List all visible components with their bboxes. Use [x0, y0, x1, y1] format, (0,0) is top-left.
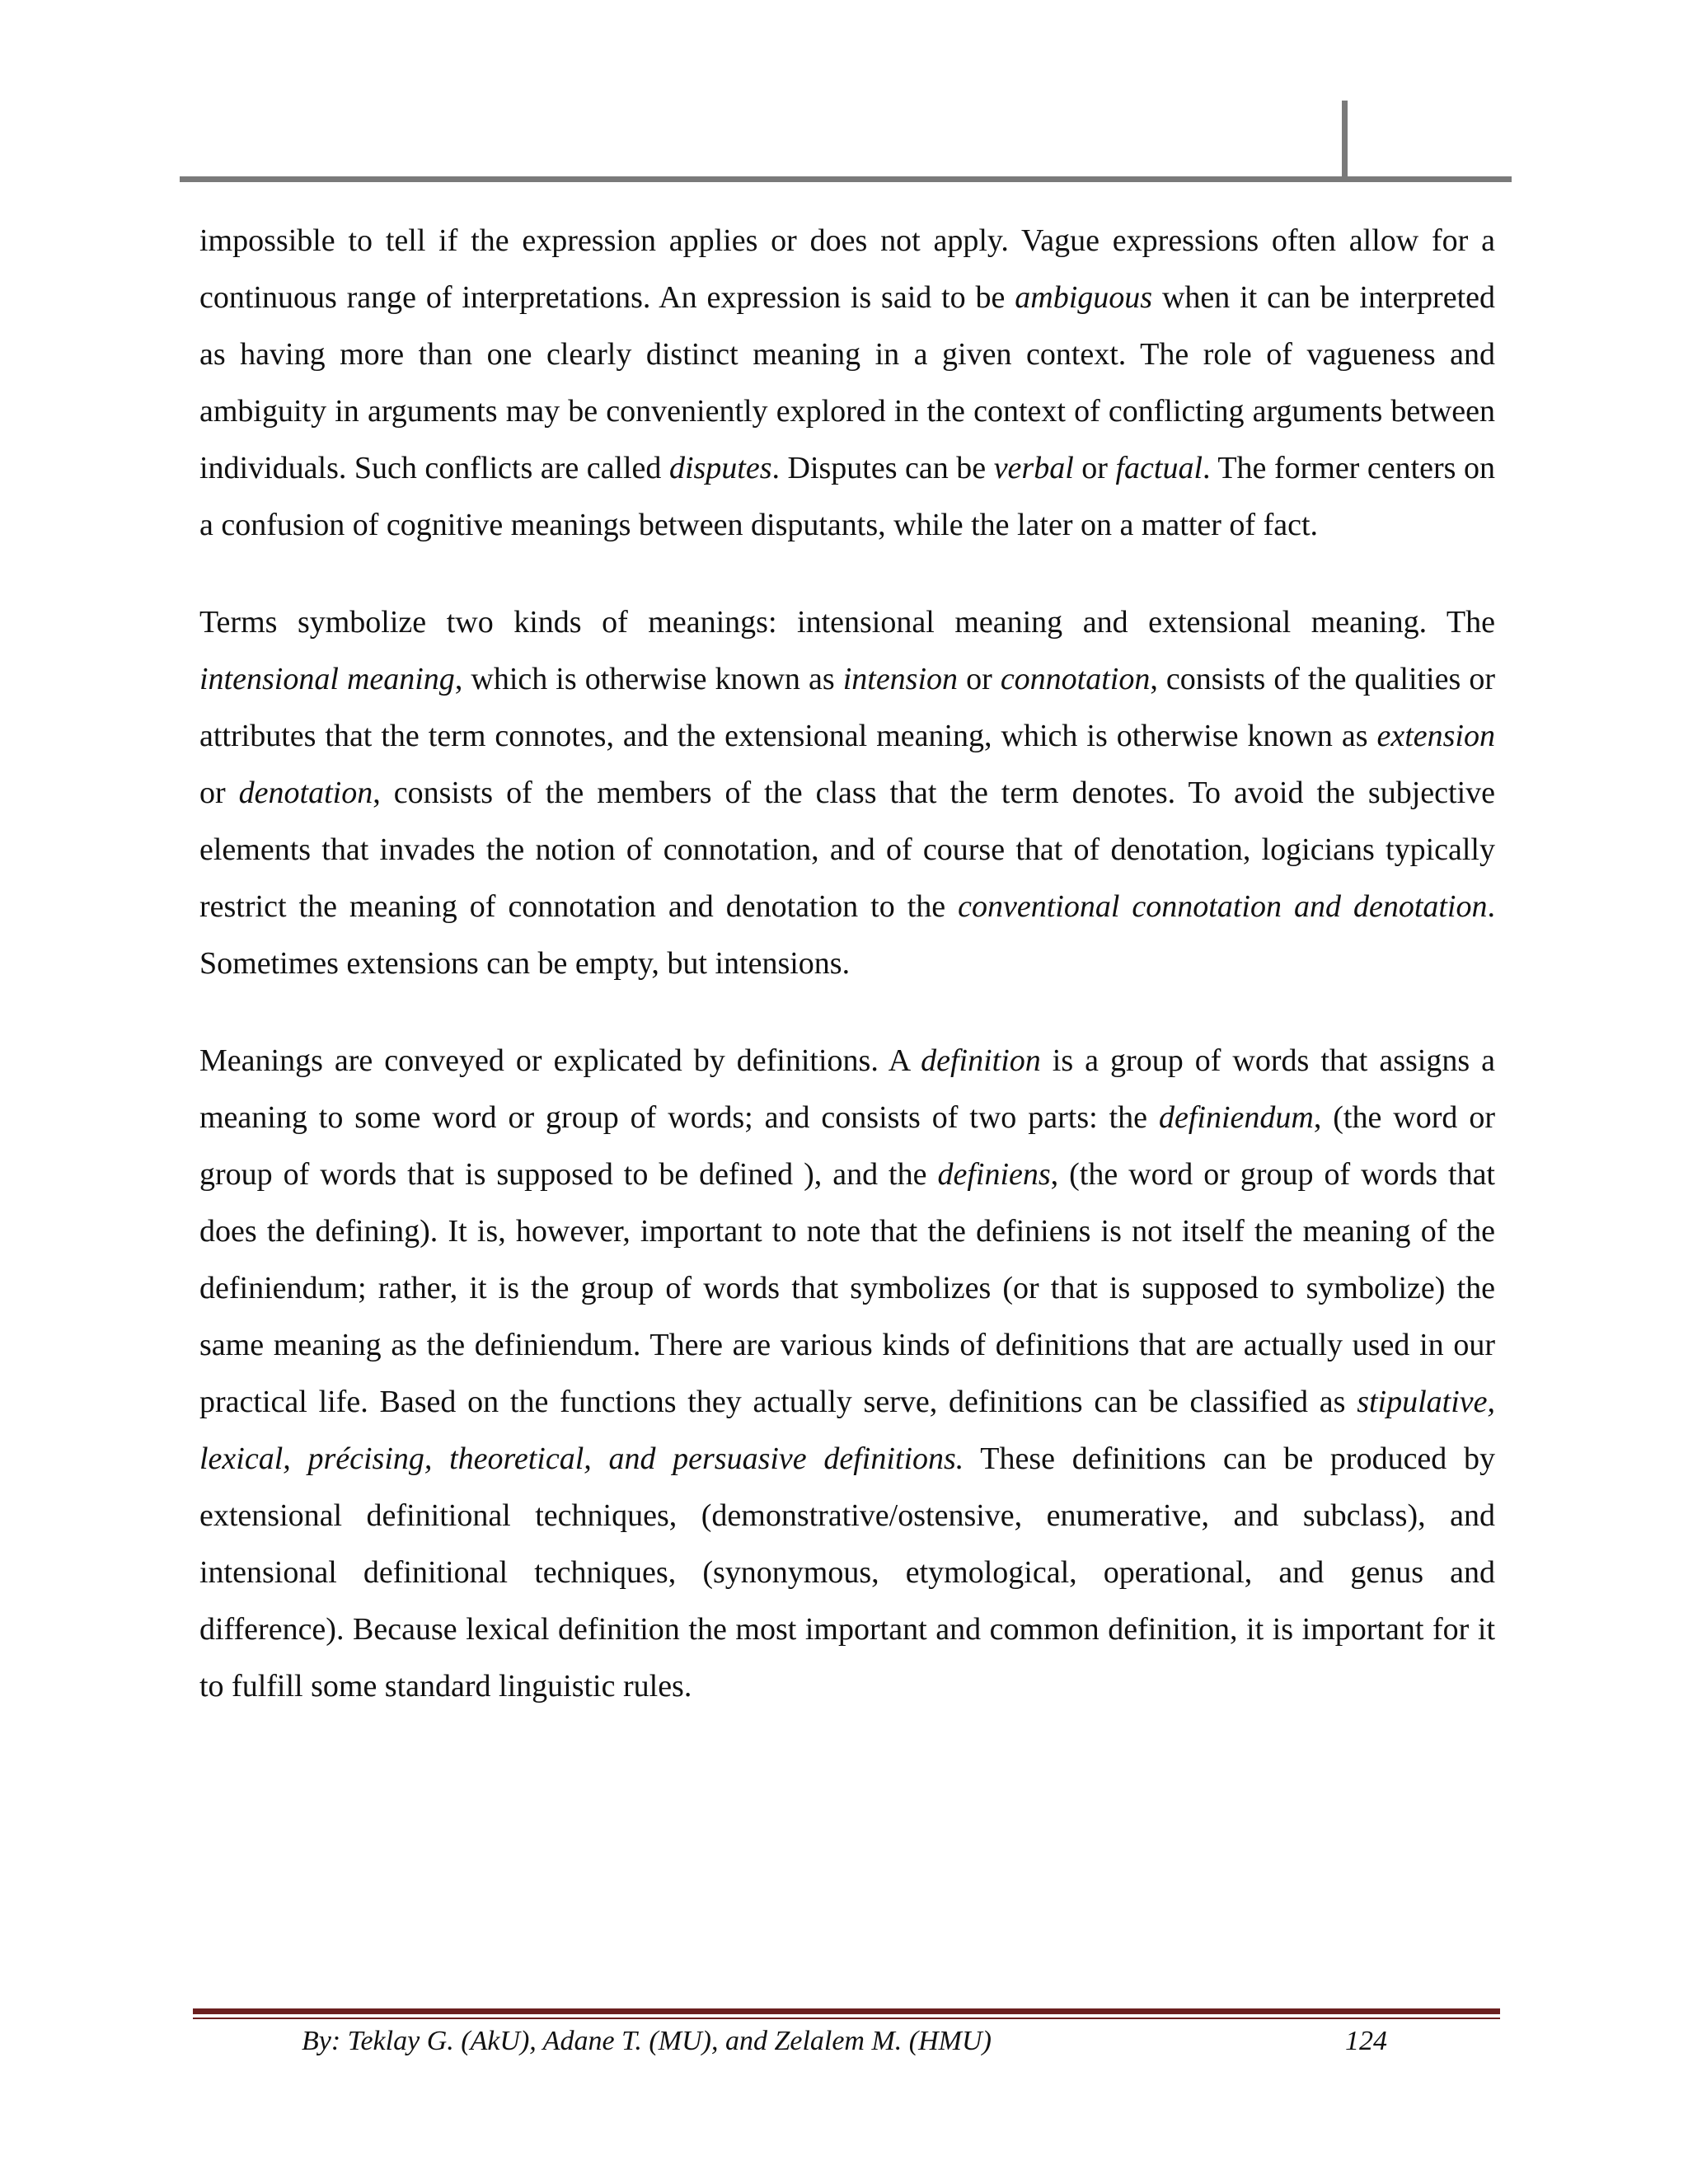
paragraph-3: Meanings are conveyed or explicated by definitions. A definition is a group of words that assigns a meaning to some word or group of words; and consists of two parts: the definiendum, (the word or group of words that is supposed to be defined ), and the definiens, (the word or group of words that does the defining). It is, however, important to note that the definiens is not itself the meaning of the definiendum; rather, it is the group of words that symbolizes (or that is supposed to symbolize) the same meaning as the definiendum. There are various kinds of definitions that are actually used in our practical life. Based on the functions they actually serve, definitions can be classified as stipulative, lexical, précising, theoretical, and persuasive definitions. These definitions can be produced by extensional definitional techniques, (demonstrative/ostensive, enumerative, and subclass), and intensional definitional techniques, (synonymous, etymological, operational, and genus and difference). Because lexical definition the most important and common definition, it is important for it to fulfill some standard linguistic rules.: [199, 1043, 1496, 1704]
header-tick: [1342, 101, 1348, 180]
paragraph-1: impossible to tell if the expression applies or does not apply. Vague expressions often allow for a continuous range of interpretations. An expression is said to be ambiguous when it can be interpreted as having more than one clearly distinct meaning in a given context. The role of vagueness and ambiguity in arguments may be conveniently explored in the context of conflicting arguments between individuals. Such conflicts are called disputes. Disputes can be verbal or factual. The former centers on a confusion of cognitive meanings between disputants, while the later on a matter of fact.: [199, 223, 1495, 542]
footer-rule: [193, 2008, 1500, 2014]
body-text: [199, 213, 1495, 1755]
page-number: 124: [1345, 2026, 1387, 2056]
paragraph-2: Terms symbolize two kinds of meanings: intensional meaning and extensional meaning. The intensional meaning, which is otherwise known as intension or connotation, consists of the qualities or attributes that the term connotes, and the extensional meaning, which is otherwise known as extension or denotation, consists of the members of the class that the term denotes. To avoid the subjective elements that invades the notion of connotation, and of course that of denotation, logicians typically restrict the meaning of connotation and denotation to the conventional connotation and denotation. Sometimes extensions can be empty, but intensions.: [199, 605, 1495, 981]
footer-authors: By: Teklay G. (AkU), Adane T. (MU), and Zelalem M. (HMU): [302, 2026, 992, 2056]
header-rule: [180, 176, 1512, 182]
footer-rule-thin: [193, 2018, 1500, 2019]
